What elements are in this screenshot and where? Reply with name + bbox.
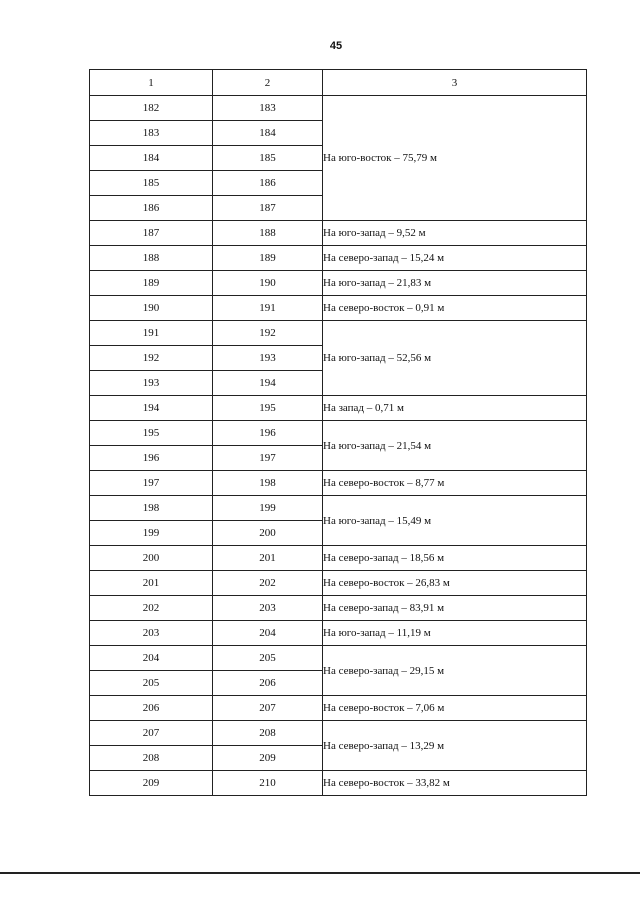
to-point-cell: 191 <box>213 296 323 321</box>
table-row <box>90 546 587 571</box>
to-point-cell: 186 <box>213 171 323 196</box>
from-point-cell: 196 <box>90 446 213 471</box>
from-point-cell: 182 <box>90 96 213 121</box>
direction-distance-cell: На юго-запад – 11,19 м <box>323 621 587 646</box>
to-point-cell: 201 <box>213 546 323 571</box>
from-point-cell: 192 <box>90 346 213 371</box>
table-row <box>90 646 587 671</box>
table-row <box>90 621 587 646</box>
direction-distance-cell: На северо-восток – 26,83 м <box>323 571 587 596</box>
from-point-cell: 190 <box>90 296 213 321</box>
table-row <box>90 721 587 746</box>
from-point-cell: 203 <box>90 621 213 646</box>
to-point-cell: 195 <box>213 396 323 421</box>
direction-distance-cell: На юго-восток – 75,79 м <box>323 96 587 221</box>
from-point-cell: 191 <box>90 321 213 346</box>
table-row <box>90 421 587 446</box>
table-row <box>90 696 587 721</box>
direction-distance-cell: На юго-запад – 21,54 м <box>323 421 587 471</box>
table-row <box>90 571 587 596</box>
from-point-cell: 188 <box>90 246 213 271</box>
direction-distance-cell: На запад – 0,71 м <box>323 396 587 421</box>
from-point-cell: 184 <box>90 146 213 171</box>
to-point-cell: 198 <box>213 471 323 496</box>
column-header-3: 3 <box>323 70 587 96</box>
to-point-cell: 209 <box>213 746 323 771</box>
to-point-cell: 196 <box>213 421 323 446</box>
direction-distance-cell: На северо-восток – 7,06 м <box>323 696 587 721</box>
from-point-cell: 205 <box>90 671 213 696</box>
from-point-cell: 195 <box>90 421 213 446</box>
direction-distance-cell: На северо-запад – 29,15 м <box>323 646 587 696</box>
table-row <box>90 296 587 321</box>
direction-distance-cell: На юго-запад – 52,56 м <box>323 321 587 396</box>
to-point-cell: 193 <box>213 346 323 371</box>
from-point-cell: 198 <box>90 496 213 521</box>
table-header <box>90 70 587 96</box>
to-point-cell: 197 <box>213 446 323 471</box>
table-row <box>90 321 587 346</box>
column-header-1: 1 <box>90 70 213 96</box>
boundary-points-table <box>89 69 587 796</box>
from-point-cell: 201 <box>90 571 213 596</box>
table-row <box>90 471 587 496</box>
to-point-cell: 183 <box>213 96 323 121</box>
table-row <box>90 771 587 796</box>
from-point-cell: 207 <box>90 721 213 746</box>
to-point-cell: 203 <box>213 596 323 621</box>
to-point-cell: 202 <box>213 571 323 596</box>
from-point-cell: 199 <box>90 521 213 546</box>
from-point-cell: 183 <box>90 121 213 146</box>
to-point-cell: 189 <box>213 246 323 271</box>
column-header-2: 2 <box>213 70 323 96</box>
table-row <box>90 246 587 271</box>
direction-distance-cell: На северо-запад – 18,56 м <box>323 546 587 571</box>
direction-distance-cell: На северо-запад – 13,29 м <box>323 721 587 771</box>
from-point-cell: 208 <box>90 746 213 771</box>
table-row <box>90 96 587 121</box>
from-point-cell: 197 <box>90 471 213 496</box>
direction-distance-cell: На юго-запад – 15,49 м <box>323 496 587 546</box>
direction-distance-cell: На юго-запад – 9,52 м <box>323 221 587 246</box>
to-point-cell: 184 <box>213 121 323 146</box>
to-point-cell: 205 <box>213 646 323 671</box>
direction-distance-cell: На северо-восток – 0,91 м <box>323 296 587 321</box>
to-point-cell: 207 <box>213 696 323 721</box>
to-point-cell: 192 <box>213 321 323 346</box>
footer-divider <box>0 872 640 874</box>
to-point-cell: 210 <box>213 771 323 796</box>
from-point-cell: 186 <box>90 196 213 221</box>
table-body <box>90 96 587 796</box>
page-number: 45 <box>329 40 343 52</box>
to-point-cell: 185 <box>213 146 323 171</box>
table-row <box>90 271 587 296</box>
to-point-cell: 206 <box>213 671 323 696</box>
from-point-cell: 206 <box>90 696 213 721</box>
direction-distance-cell: На северо-запад – 15,24 м <box>323 246 587 271</box>
from-point-cell: 202 <box>90 596 213 621</box>
header-row <box>90 70 587 96</box>
to-point-cell: 190 <box>213 271 323 296</box>
direction-distance-cell: На северо-запад – 83,91 м <box>323 596 587 621</box>
to-point-cell: 187 <box>213 196 323 221</box>
from-point-cell: 194 <box>90 396 213 421</box>
from-point-cell: 200 <box>90 546 213 571</box>
from-point-cell: 204 <box>90 646 213 671</box>
table-row <box>90 596 587 621</box>
to-point-cell: 204 <box>213 621 323 646</box>
to-point-cell: 194 <box>213 371 323 396</box>
table-row <box>90 396 587 421</box>
table-row <box>90 496 587 521</box>
from-point-cell: 189 <box>90 271 213 296</box>
from-point-cell: 209 <box>90 771 213 796</box>
to-point-cell: 208 <box>213 721 323 746</box>
direction-distance-cell: На юго-запад – 21,83 м <box>323 271 587 296</box>
direction-distance-cell: На северо-восток – 33,82 м <box>323 771 587 796</box>
to-point-cell: 200 <box>213 521 323 546</box>
from-point-cell: 187 <box>90 221 213 246</box>
from-point-cell: 185 <box>90 171 213 196</box>
direction-distance-cell: На северо-восток – 8,77 м <box>323 471 587 496</box>
from-point-cell: 193 <box>90 371 213 396</box>
to-point-cell: 188 <box>213 221 323 246</box>
to-point-cell: 199 <box>213 496 323 521</box>
table-row <box>90 221 587 246</box>
